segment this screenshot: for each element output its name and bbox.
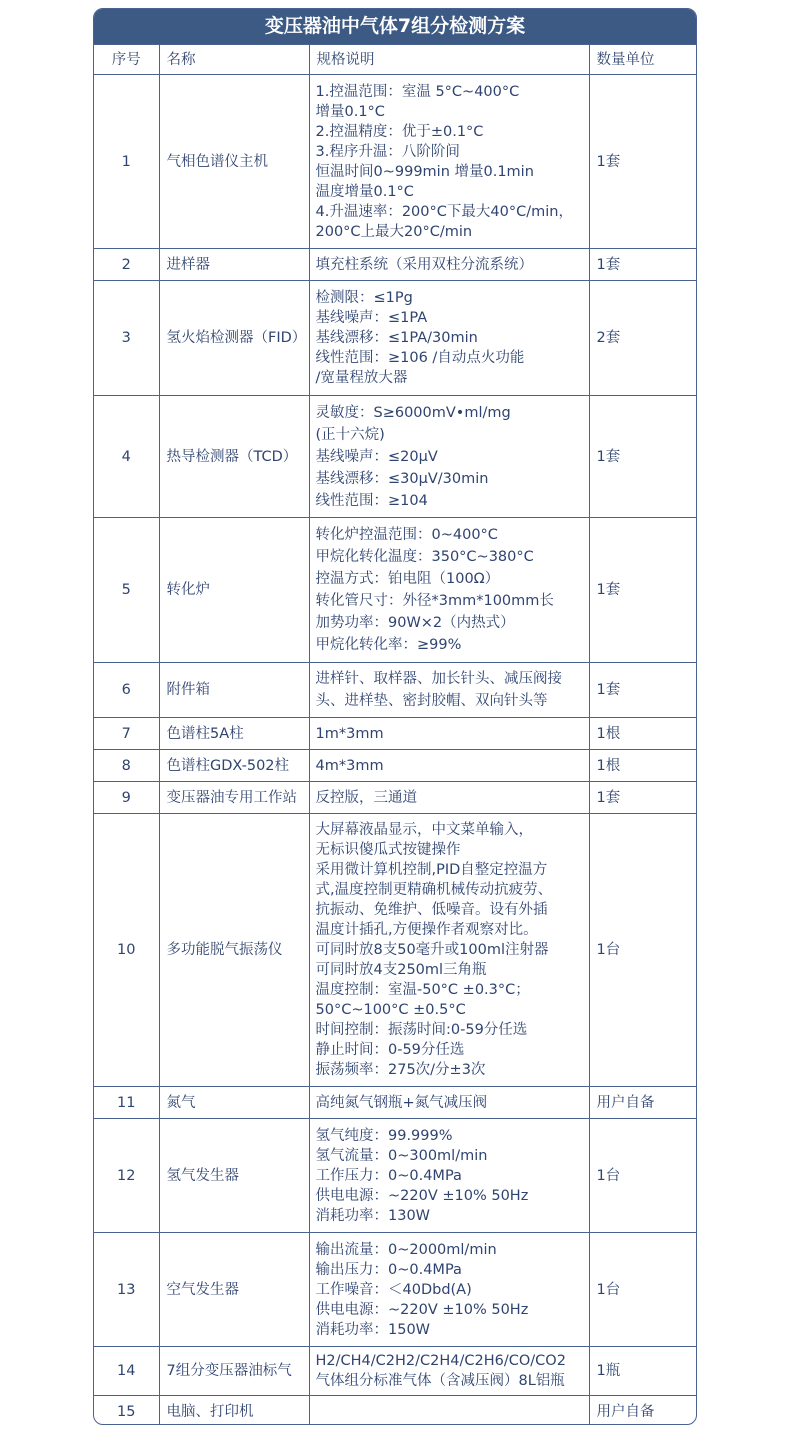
row-no: 11 <box>94 1087 159 1119</box>
row-qty: 1套 <box>589 782 697 814</box>
row-spec: 1m*3mm <box>309 718 589 750</box>
header-spec: 规格说明 <box>309 45 589 75</box>
row-name: 转化炉 <box>159 518 309 663</box>
row-name: 空气发生器 <box>159 1233 309 1347</box>
row-no: 2 <box>94 249 159 281</box>
row-no: 8 <box>94 750 159 782</box>
row-qty: 1台 <box>589 1233 697 1347</box>
row-qty: 1套 <box>589 518 697 663</box>
row-name: 电脑、打印机 <box>159 1396 309 1426</box>
table-row <box>94 1233 697 1347</box>
header-name: 名称 <box>159 45 309 75</box>
row-no: 6 <box>94 663 159 718</box>
row-name: 7组分变压器油标气 <box>159 1347 309 1396</box>
row-name: 氢气发生器 <box>159 1119 309 1233</box>
row-qty: 1台 <box>589 1119 697 1233</box>
row-no: 4 <box>94 396 159 518</box>
row-qty: 1台 <box>589 814 697 1087</box>
row-name: 变压器油专用工作站 <box>159 782 309 814</box>
scheme-table <box>94 44 697 1425</box>
row-qty: 1套 <box>589 249 697 281</box>
row-spec: 输出流量：0~2000ml/min 输出压力：0~0.4MPa 工作噪音：＜40Dbd(A) 供电电源：~220V ±10% 50Hz 消耗功率：150W <box>309 1233 589 1347</box>
table-row <box>94 75 697 249</box>
row-qty: 1根 <box>589 750 697 782</box>
row-spec: 高纯氮气钢瓶+氮气减压阀 <box>309 1087 589 1119</box>
header-qty: 数量单位 <box>589 45 697 75</box>
row-qty: 用户自备 <box>589 1396 697 1426</box>
table-row <box>94 814 697 1087</box>
scheme-card <box>93 8 697 1425</box>
row-spec: 反控版，三通道 <box>309 782 589 814</box>
row-name: 色谱柱5A柱 <box>159 718 309 750</box>
header-no: 序号 <box>94 45 159 75</box>
row-no: 10 <box>94 814 159 1087</box>
row-spec: 转化炉控温范围：0~400°C 甲烷化转化温度：350°C~380°C 控温方式：铂电阻（100Ω） 转化管尺寸：外径*3mm*100mm长 加势功率：90W×2（内热式） 甲烷化转化率：≥99% <box>309 518 589 663</box>
header-row <box>94 45 697 75</box>
row-spec: 1.控温范围：室温 5°C~400°C 增量0.1°C 2.控温精度：优于±0.1°C 3.程序升温：八阶阶间 恒温时间0~999min 增量0.1min 温度增量0.1°C 4.升温速率：200°C下最大40°C/min， 200°C上最大20°C/min <box>309 75 589 249</box>
row-no: 3 <box>94 281 159 396</box>
row-qty: 2套 <box>589 281 697 396</box>
table-row <box>94 1087 697 1119</box>
row-qty: 用户自备 <box>589 1087 697 1119</box>
row-no: 14 <box>94 1347 159 1396</box>
row-name: 气相色谱仪主机 <box>159 75 309 249</box>
row-spec: 进样针、取样器、加长针头、减压阀接 头、进样垫、密封胶帽、双向针头等 <box>309 663 589 718</box>
row-spec: 灵敏度：S≥6000mV•ml/mg (正十六烷) 基线噪声：≤20μV 基线漂移：≤30μV/30min 线性范围：≥104 <box>309 396 589 518</box>
table-row <box>94 1396 697 1426</box>
row-no: 13 <box>94 1233 159 1347</box>
row-spec: 填充柱系统（采用双柱分流系统） <box>309 249 589 281</box>
row-qty: 1套 <box>589 663 697 718</box>
row-qty: 1套 <box>589 75 697 249</box>
row-no: 5 <box>94 518 159 663</box>
row-name: 多功能脱气振荡仪 <box>159 814 309 1087</box>
table-row <box>94 1119 697 1233</box>
row-name: 氮气 <box>159 1087 309 1119</box>
row-qty: 1套 <box>589 396 697 518</box>
row-name: 氢火焰检测器（FID） <box>159 281 309 396</box>
row-spec: 大屏幕液晶显示，中文菜单输入， 无标识傻瓜式按键操作 采用微计算机控制,PID自整定控温方 式,温度控制更精确机械传动抗疲劳、 抗振动、免维护、低噪音。设有外插 温度计插孔,方便操作者观察对比。 可同时放8支50毫升或100ml注射器 可同时放4支250ml三角瓶 温度控制：室温-50°C ±0.3°C； 50°C~100°C ±0.5°C 时间控制：振荡时间:0-59分任选 静止时间：0-59分任选 振荡频率：275次/分±3次 <box>309 814 589 1087</box>
table-row <box>94 718 697 750</box>
table-row <box>94 782 697 814</box>
row-spec: H2/CH4/C2H2/C2H4/C2H6/CO/CO2 气体组分标准气体（含减压阀）8L铝瓶 <box>309 1347 589 1396</box>
row-name: 进样器 <box>159 249 309 281</box>
table-row <box>94 1347 697 1396</box>
row-no: 9 <box>94 782 159 814</box>
table-title: 变压器油中气体7组分检测方案 <box>94 9 696 44</box>
row-qty: 1根 <box>589 718 697 750</box>
table-row <box>94 750 697 782</box>
row-name: 附件箱 <box>159 663 309 718</box>
row-spec: 4m*3mm <box>309 750 589 782</box>
row-spec: 氢气纯度：99.999% 氢气流量：0~300ml/min 工作压力：0~0.4MPa 供电电源：~220V ±10% 50Hz 消耗功率：130W <box>309 1119 589 1233</box>
row-no: 7 <box>94 718 159 750</box>
row-spec: 检测限：≤1Pg 基线噪声：≤1PA 基线漂移：≤1PA/30min 线性范围：≥106 /自动点火功能 /宽量程放大器 <box>309 281 589 396</box>
table-row <box>94 663 697 718</box>
row-no: 15 <box>94 1396 159 1426</box>
row-spec <box>309 1396 589 1426</box>
row-name: 色谱柱GDX-502柱 <box>159 750 309 782</box>
table-row <box>94 249 697 281</box>
row-no: 1 <box>94 75 159 249</box>
row-qty: 1瓶 <box>589 1347 697 1396</box>
table-row <box>94 281 697 396</box>
table-row <box>94 518 697 663</box>
table-row <box>94 396 697 518</box>
row-no: 12 <box>94 1119 159 1233</box>
row-name: 热导检测器（TCD） <box>159 396 309 518</box>
